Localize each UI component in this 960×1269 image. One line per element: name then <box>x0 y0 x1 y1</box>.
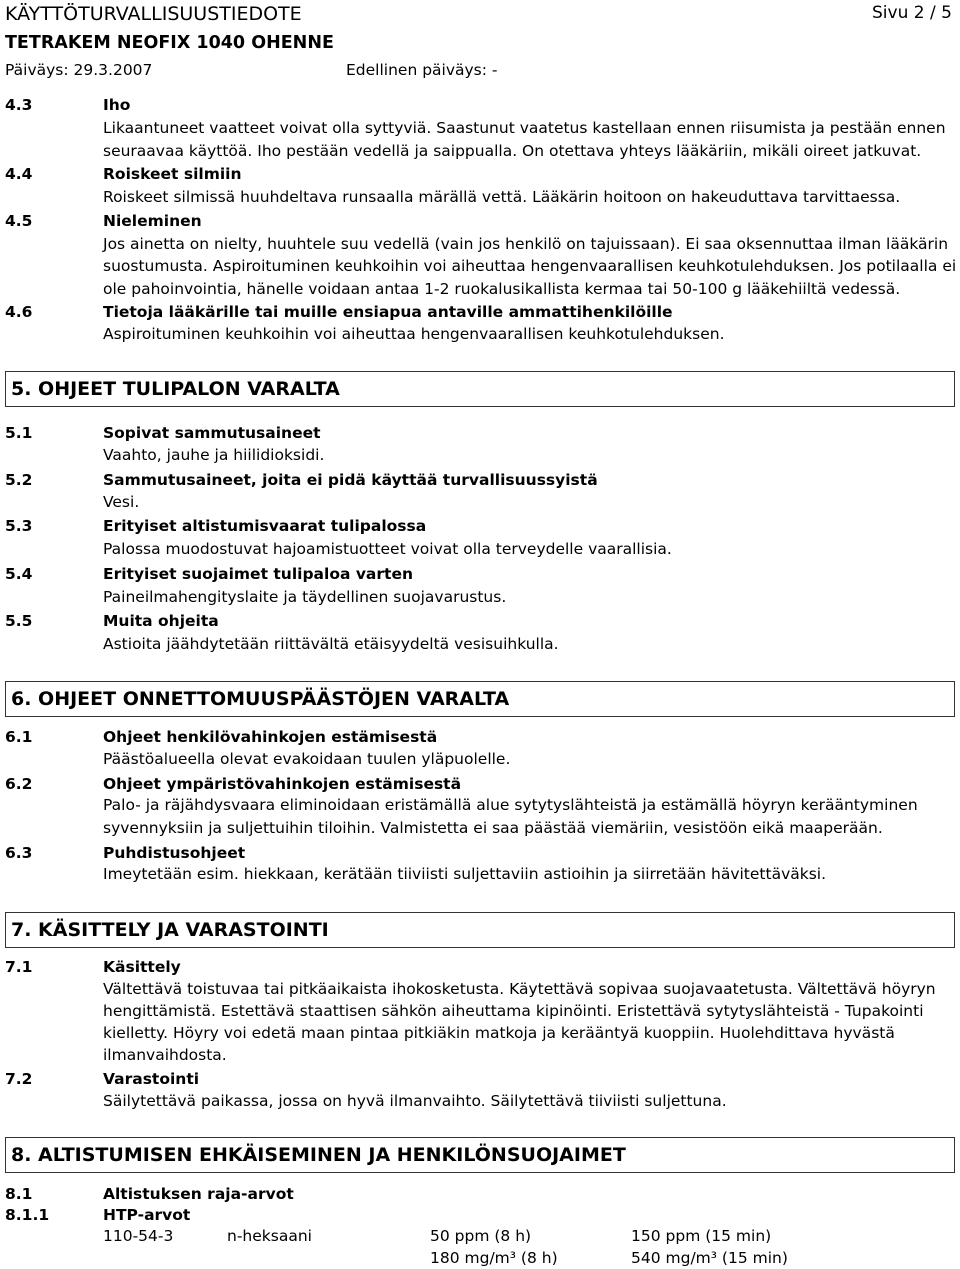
section-text: Päästöalueella olevat evakoidaan tuulen yläpuolelle. <box>103 750 511 768</box>
section-7-banner <box>5 912 955 948</box>
section-number: 4.4 <box>5 165 33 183</box>
section-heading: Nieleminen <box>103 212 202 230</box>
section-heading: Altistuksen raja-arvot <box>103 1185 294 1203</box>
section-text: Likaantuneet vaatteet voivat olla syttyviä. Saastunut vaatetus kastellaan ennen riisumista ja pestään ennen <box>103 119 946 137</box>
section-heading: Tietoja lääkärille tai muille ensiapua antaville ammattihenkilöille <box>103 303 673 321</box>
section-text: Säilytettävä paikassa, jossa on hyvä ilmanvaihto. Säilytettävä tiiviisti suljettuna. <box>103 1092 727 1110</box>
section-number: 7.2 <box>5 1070 33 1088</box>
section-7-title: 7. KÄSITTELY JA VARASTOINTI <box>11 919 329 941</box>
section-heading: Puhdistusohjeet <box>103 844 246 862</box>
section-number: 5.1 <box>5 424 33 442</box>
section-8-title: 8. ALTISTUMISEN EHKÄISEMINEN JA HENKILÖNSUOJAIMET <box>11 1144 626 1166</box>
substance-name: n-heksaani <box>227 1227 312 1245</box>
section-text: Jos ainetta on nielty, huuhtele suu vedellä (vain jos henkilö on tajuissaan). Ei saa oksennuttaa ilman lääkärin <box>103 235 949 253</box>
section-number: 5.5 <box>5 612 33 630</box>
section-number: 4.6 <box>5 303 33 321</box>
section-text: Vesi. <box>103 493 140 511</box>
section-number: 4.5 <box>5 212 33 230</box>
section-number: 4.3 <box>5 96 33 114</box>
section-heading: Roiskeet silmiin <box>103 165 242 183</box>
section-text: Imeytetään esim. hiekkaan, kerätään tiiviisti suljettaviin astioihin ja siirretään hävitettäväksi. <box>103 865 827 883</box>
section-8-banner <box>5 1137 955 1173</box>
limit-15min-ppm: 150 ppm (15 min) <box>631 1227 772 1245</box>
issue-date: Päiväys: 29.3.2007 <box>5 61 153 79</box>
section-number: 8.1.1 <box>5 1206 50 1224</box>
section-number: 5.2 <box>5 471 33 489</box>
section-text: Vaahto, jauhe ja hiilidioksidi. <box>103 446 325 464</box>
section-text: suostumusta. Aspiroituminen keuhkoihin voi aiheuttaa hengenvaarallisen keuhkotulehduksen. Jos potilaalla ei <box>103 257 957 275</box>
section-number: 5.4 <box>5 565 33 583</box>
section-text: kielletty. Höyry voi edetä maan pintaa pitkiäkin matkoja ja kerääntyä kuoppiin. Huolehdittava hyvästä <box>103 1024 895 1042</box>
section-text: Roiskeet silmissä huuhdeltava runsaalla märällä vettä. Lääkärin hoitoon on hakeuduttava tarvittaessa. <box>103 188 901 206</box>
section-text: Aspiroituminen keuhkoihin voi aiheuttaa hengenvaarallisen keuhkotulehduksen. <box>103 325 725 343</box>
limit-15min-mg: 540 mg/m³ (15 min) <box>631 1249 788 1267</box>
section-heading: Käsittely <box>103 958 181 976</box>
section-text: Palo- ja räjähdysvaara eliminoidaan eristämällä alue sytytyslähteistä ja estämällä höyryn kerääntyminen <box>103 796 918 814</box>
section-text: Paineilmahengityslaite ja täydellinen suojavarustus. <box>103 588 507 606</box>
section-number: 6.2 <box>5 775 33 793</box>
section-text: ole pahoinvointia, hänelle voidaan antaa 1-2 ruokalusikallista kermaa tai 50-100 g lääkehiiltä vedessä. <box>103 280 901 298</box>
limit-8h-mg: 180 mg/m³ (8 h) <box>430 1249 558 1267</box>
section-6-title: 6. OHJEET ONNETTOMUUSPÄÄSTÖJEN VARALTA <box>11 688 510 710</box>
section-heading: Ohjeet henkilövahinkojen estämisestä <box>103 728 438 746</box>
section-number: 8.1 <box>5 1185 33 1203</box>
section-5-banner <box>5 371 955 407</box>
previous-date: Edellinen päiväys: - <box>346 61 498 79</box>
section-heading: Erityiset altistumisvaarat tulipalossa <box>103 517 427 535</box>
section-text: seuraavaa käyttöä. Iho pestään vedellä ja saippualla. On otettava yhteys lääkäriin, mikäli oireet jatkuvat. <box>103 142 922 160</box>
section-heading: Sammutusaineet, joita ei pidä käyttää turvallisuussyistä <box>103 471 598 489</box>
section-number: 6.1 <box>5 728 33 746</box>
section-text: hengittämistä. Estettävä staattisen sähkön aiheuttama kipinöinti. Eristettävä sytytyslähteistä - Tupakointi <box>103 1002 924 1020</box>
section-heading: Ohjeet ympäristövahinkojen estämisestä <box>103 775 462 793</box>
limit-8h-ppm: 50 ppm (8 h) <box>430 1227 532 1245</box>
section-heading: Muita ohjeita <box>103 612 219 630</box>
section-5-title: 5. OHJEET TULIPALON VARALTA <box>11 378 340 400</box>
section-heading: Iho <box>103 96 131 114</box>
section-text: Vältettävä toistuvaa tai pitkäaikaista ihokosketusta. Käytettävä sopivaa suojavaatetusta. Vältettävä höyryn <box>103 980 936 998</box>
cas-number: 110-54-3 <box>103 1227 174 1245</box>
section-heading: Erityiset suojaimet tulipaloa varten <box>103 565 413 583</box>
section-text: syvennyksiin ja suljettuihin tiloihin. Valmistetta ei saa päästää viemäriin, vesistöön eikä maaperään. <box>103 819 883 837</box>
page-number: Sivu 2 / 5 <box>872 3 952 23</box>
section-text: Palossa muodostuvat hajoamistuotteet voivat olla terveydelle vaarallisia. <box>103 540 672 558</box>
section-text: ilmanvaihdosta. <box>103 1046 227 1064</box>
section-heading: Varastointi <box>103 1070 200 1088</box>
product-name: TETRAKEM NEOFIX 1040 OHENNE <box>5 33 334 53</box>
section-text: Astioita jäähdytetään riittävältä etäisyydeltä vesisuihkulla. <box>103 635 559 653</box>
section-heading: Sopivat sammutusaineet <box>103 424 321 442</box>
section-heading: HTP-arvot <box>103 1206 191 1224</box>
section-number: 5.3 <box>5 517 33 535</box>
section-number: 6.3 <box>5 844 33 862</box>
document-title: KÄYTTÖTURVALLISUUSTIEDOTE <box>5 3 302 25</box>
section-6-banner <box>5 681 955 717</box>
section-number: 7.1 <box>5 958 33 976</box>
